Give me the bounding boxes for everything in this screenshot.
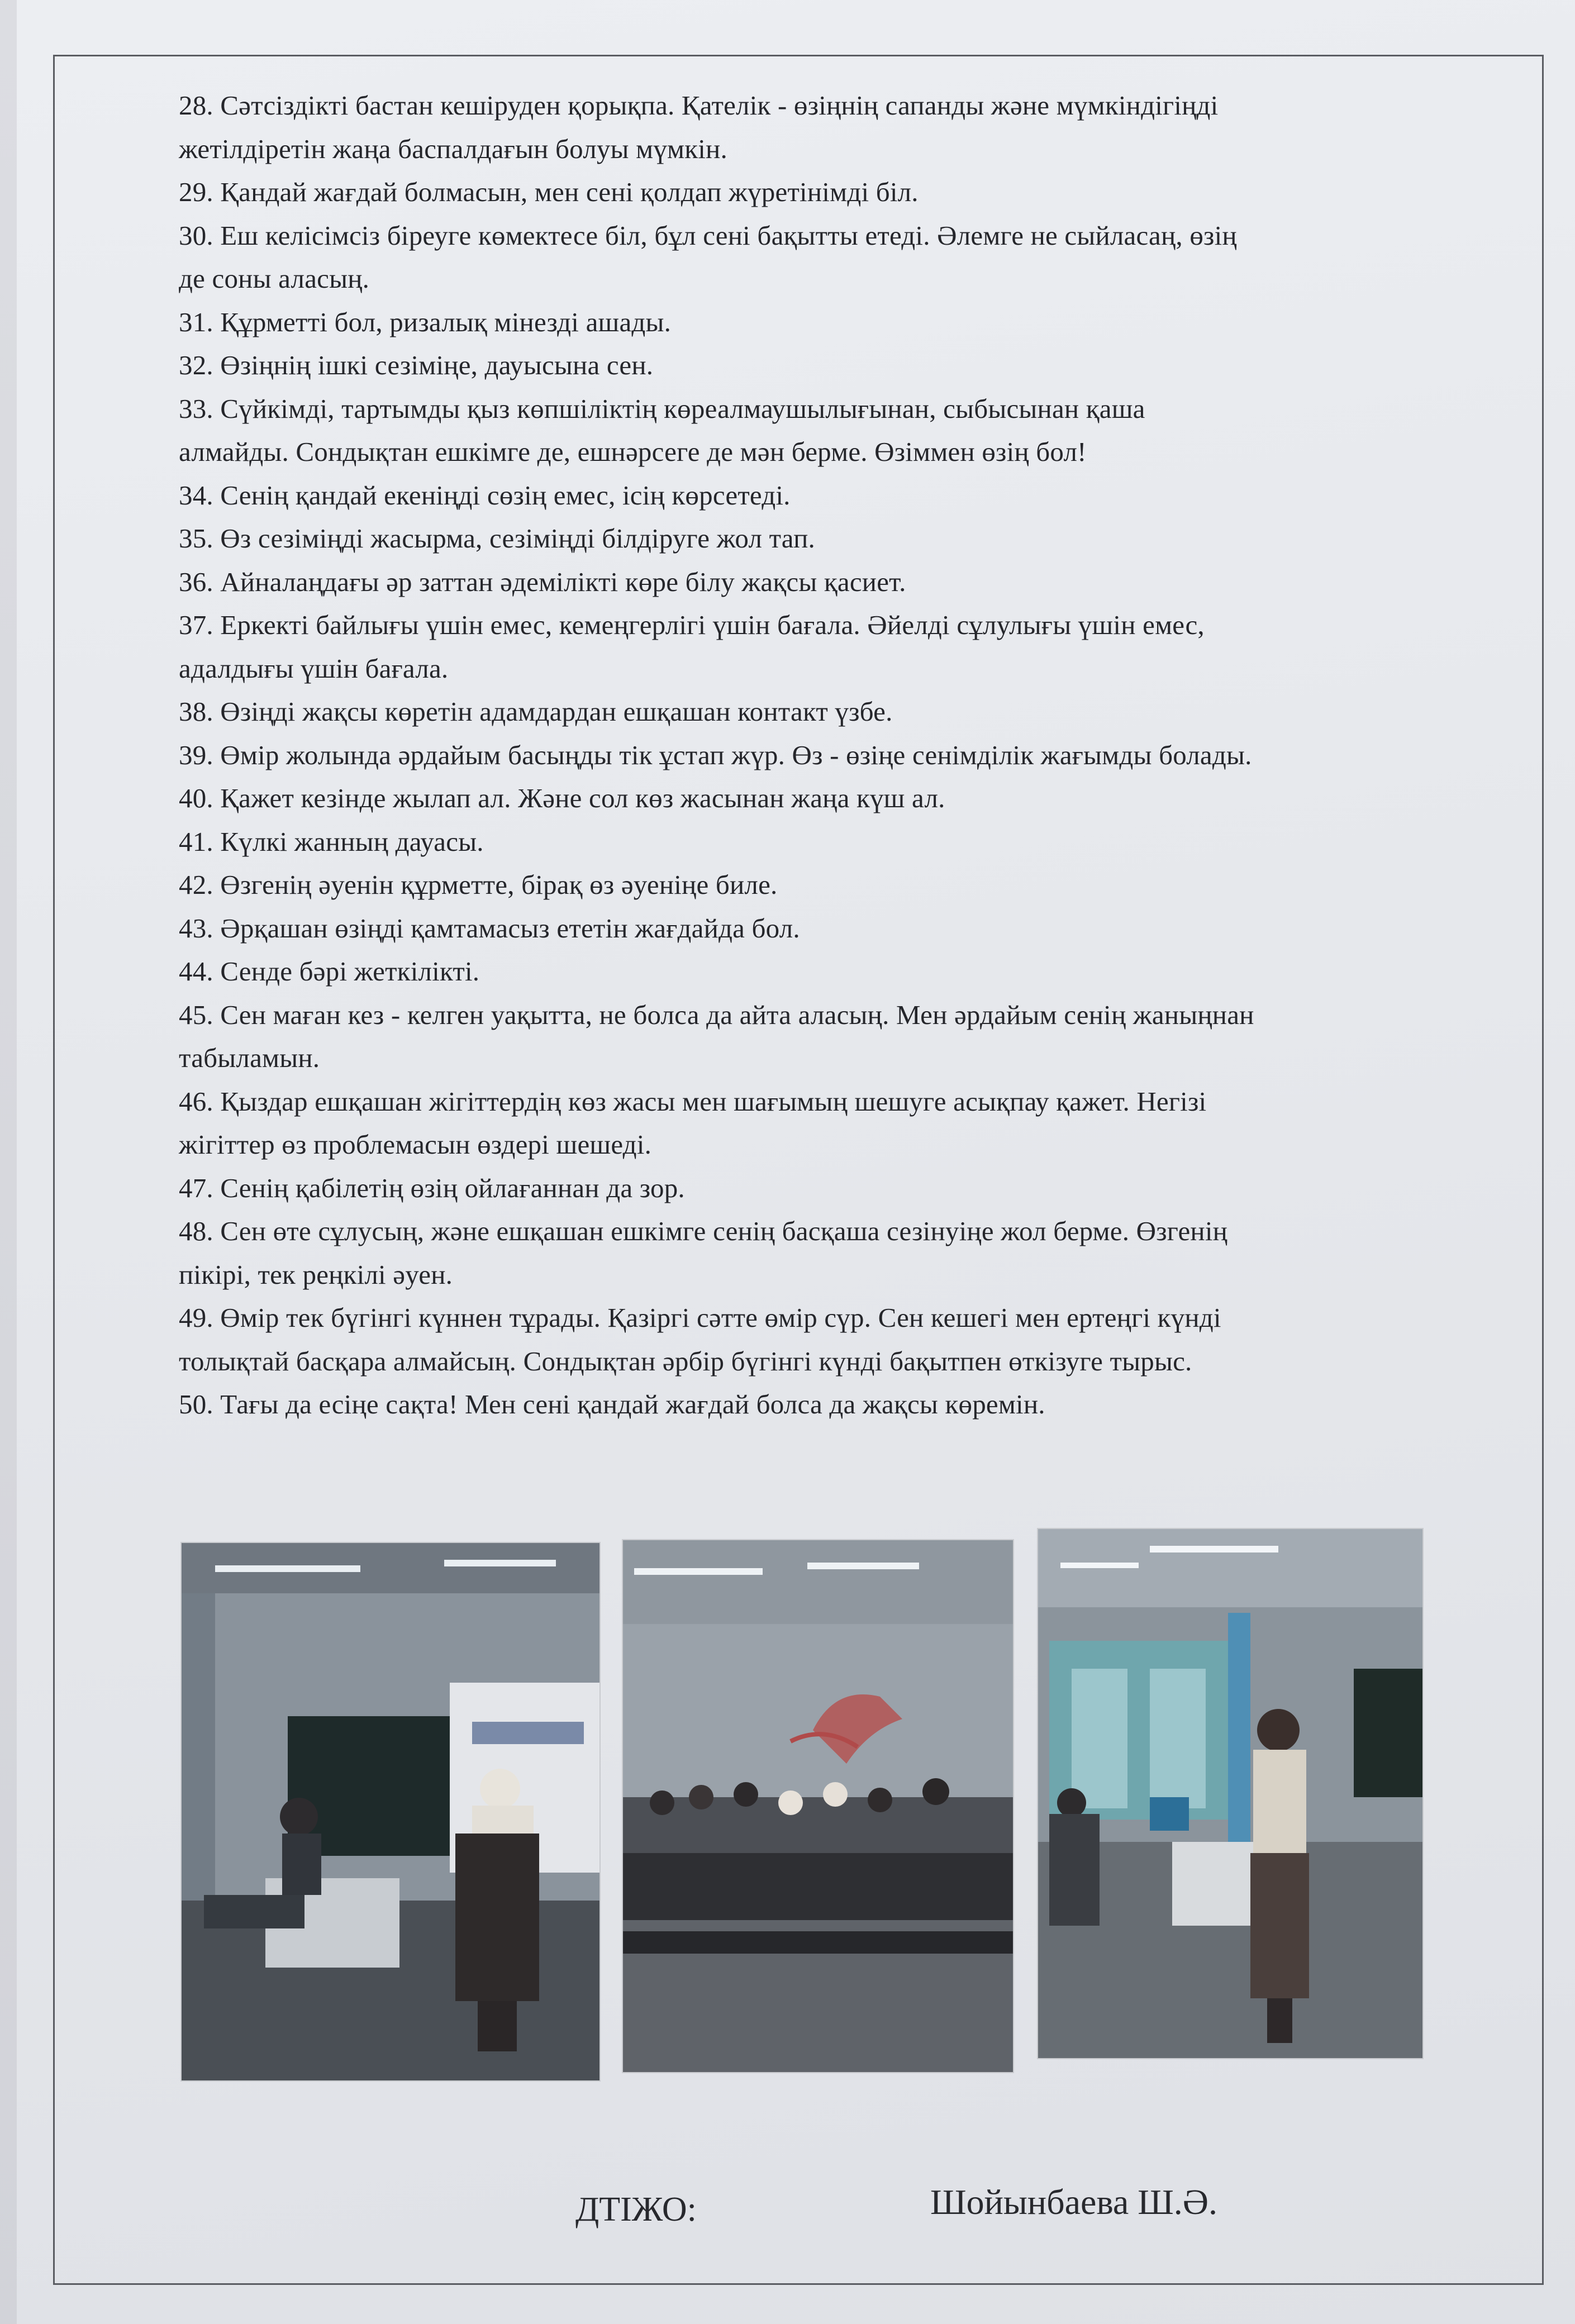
text-line: 30. Еш келісімсіз біреуге көмектесе біл, бұл сені бақытты етеді. Әлемге не сыйласаң, өзің xyxy=(179,220,1237,251)
text-line: 40. Қажет кезінде жылап ал. Және сол көз жасынан жаңа күш ал. xyxy=(179,783,945,813)
text-line: 48. Сен өте сұлусың, және ешқашан ешкімге сенің басқаша сезінуіңе жол берме. Өзгенің xyxy=(179,1216,1228,1246)
text-line: 29. Қандай жағдай болмасын, мен сені қолдап жүретінімді біл. xyxy=(179,177,919,207)
signature-label: ДТІЖО: xyxy=(575,2190,697,2228)
text-line: толықтай басқара алмайсың. Сондықтан әрбір бүгінгі күнді бақытпен өткізуге тырыс. xyxy=(179,1345,1192,1377)
text-line: 39. Өмір жолында әрдайым басыңды тік ұстап жүр. Өз - өзіңе сенімділік жағымды болады. xyxy=(179,739,1252,770)
text-line: 33. Сүйкімді, тартымды қыз көпшіліктің көреалмаушылығынан, сыбысынан қаша xyxy=(179,393,1145,424)
text-line: 44. Сенде бәрі жеткілікті. xyxy=(179,956,480,987)
text-line: 31. Құрметті бол, ризалық мінезді ашады. xyxy=(179,306,672,337)
text-line: 32. Өзіңнің ішкі сезіміңе, дауысына сен. xyxy=(179,350,654,380)
text-line: 28. Сәтсіздікті бастан кешіруден қорықпа. Қателік - өзіңнің сапанды және мүмкіндігіңді xyxy=(179,90,1219,121)
text-line: 45. Сен маған кез - келген уақытта, не болса да айта аласың. Мен әрдайым сенің жаныңнан xyxy=(179,999,1254,1030)
text-line: жетілдіретін жаңа баспалдағын болуы мүмкін. xyxy=(179,133,727,164)
text-line: 36. Айналаңдағы әр заттан әдемілікті көре білу жақсы қасиет. xyxy=(179,566,906,597)
text-line: 50. Тағы да есіңе сақта! Мен сені қандай жағдай болса да жақсы көремін. xyxy=(179,1389,1045,1420)
text-line: адалдығы үшін бағала. xyxy=(179,653,449,684)
text-line: 34. Сенің қандай екеніңді сөзің емес, ісің көрсетеді. xyxy=(179,479,791,511)
text-line: жігіттер өз проблемасын өздері шешеді. xyxy=(179,1129,652,1160)
text-line: табыламын. xyxy=(179,1042,320,1073)
text-line: 38. Өзіңді жақсы көретін адамдардан ешқашан контакт үзбе. xyxy=(179,696,893,727)
text-line: 47. Сенің қабілетің өзің ойлағаннан да зор. xyxy=(179,1172,685,1203)
text-line: 35. Өз сезіміңді жасырма, сезіміңді білдіруге жол тап. xyxy=(179,523,815,554)
text-line: пікірі, тек реңкілі әуен. xyxy=(179,1259,453,1290)
text-line: 49. Өмір тек бүгінгі күннен тұрады. Қазіргі сәтте өмір сүр. Сен кешегі мен ертеңгі күнді xyxy=(179,1302,1221,1333)
text-line: 42. Өзгенің әуенін құрметте, бірақ өз әуеніңе биле. xyxy=(179,869,778,900)
text-line: 46. Қыздар ешқашан жігіттердің көз жасы мен шағымың шешуге асықпау қажет. Негізі xyxy=(179,1085,1207,1117)
text-line: 43. Әрқашан өзіңді қамтамасыз ететін жағдайда бол. xyxy=(179,912,800,944)
signature-name: Шойынбаева Ш.Ә. xyxy=(930,2182,1217,2222)
text-line: 37. Еркекті байлығы үшін емес, кемеңгерлігі үшін бағала. Әйелді сұлулығы үшін емес, xyxy=(179,609,1205,640)
text-line: 41. Күлкі жанның дауасы. xyxy=(179,826,484,857)
text-line: алмайды. Сондықтан ешкімге де, ешнәрсеге де мән берме. Өзіммен өзің бол! xyxy=(179,436,1087,467)
text-line: де соны аласың. xyxy=(179,263,370,294)
advice-list xyxy=(179,84,1520,1426)
